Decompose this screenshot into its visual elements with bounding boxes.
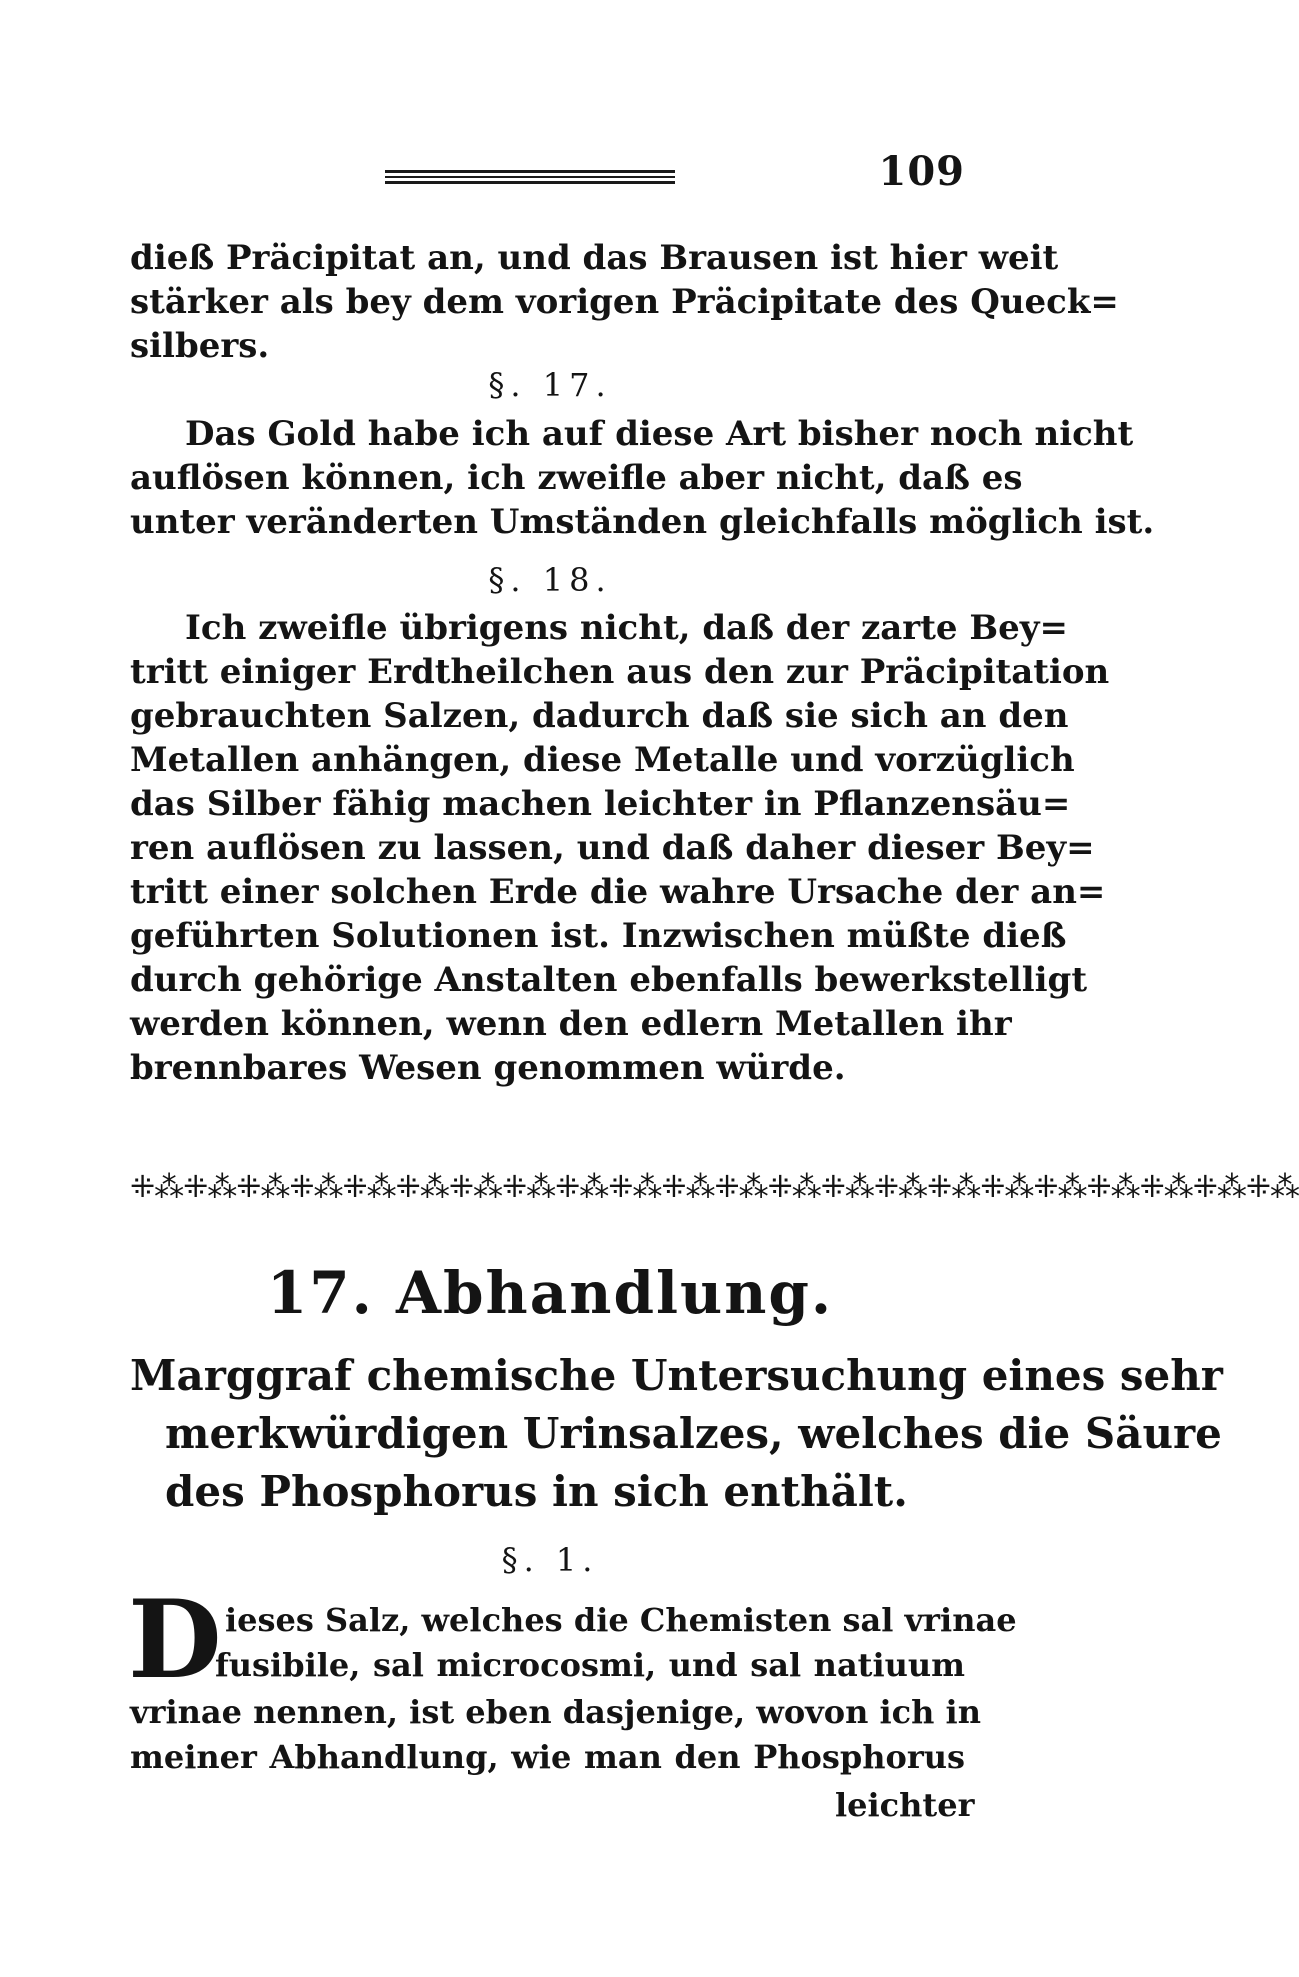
drop-cap-initial: D [128,1577,222,1703]
text-line: silbers. [130,326,270,366]
treatise-title-line: Marggraf chemische Untersuchung eines sehr [130,1351,1223,1400]
text-line: das Silber fähig machen leichter in Pflanzensäu= [130,784,1071,824]
text-line: tritt einer solchen Erde die wahre Ursache der an= [130,872,1106,912]
page-number: 109 [878,148,965,195]
treatise-title-line: merkwürdigen Urinsalzes, welches die Säure [165,1409,1222,1458]
text-line: fusibile, sal microcosmi, und sal natiuum [215,1646,965,1684]
text-line: stärker als bey dem vorigen Präcipitate des Queck= [130,282,1119,322]
ornamental-divider: ⁜⁂⁜⁂⁜⁂⁜⁂⁜⁂⁜⁂⁜⁂⁜⁂⁜⁂⁜⁂⁜⁂⁜⁂⁜⁂⁜⁂⁜⁂⁜⁂⁜⁂⁜⁂⁜⁂⁜⁂⁜⁂⁜⁂ [130,1170,1299,1205]
text-line: unter veränderten Umständen gleichfalls möglich ist. [130,502,1155,542]
text-line: Metallen anhängen, diese Metalle und vorzüglich [130,740,1075,780]
treatise-heading: 17. Abhandlung. [266,1259,834,1327]
text-line: dieß Präcipitat an, und das Brausen ist hier weit [130,238,1059,278]
treatise-title-line: des Phosphorus in sich enthält. [165,1467,908,1516]
text-line: werden können, wenn den edlern Metallen ihr [130,1004,1012,1044]
text-line: durch gehörige Anstalten ebenfalls bewerkstelligt [130,960,1088,1000]
text-line: vrinae nennen, ist eben dasjenige, wovon ich in [130,1693,981,1731]
text-line: Ich zweifle übrigens nicht, daß der zarte Bey= [185,608,1069,648]
text-line: Das Gold habe ich auf diese Art bisher noch nicht [185,414,1134,454]
section-heading-18: §. 18. [488,561,612,599]
text-line: brennbares Wesen genommen würde. [130,1048,846,1088]
text-line: gebrauchten Salzen, dadurch daß sie sich an den [130,696,1069,736]
text-line: ieses Salz, welches die Chemisten sal vrinae [225,1601,1017,1639]
text-line: tritt einiger Erdtheilchen aus den zur Präcipitation [130,652,1110,692]
catchword: leichter [835,1786,975,1824]
header-rule [385,168,675,184]
text-line: geführten Solutionen ist. Inzwischen müßte dieß [130,916,1067,956]
section-heading-1: §. 1. [501,1541,599,1579]
text-line: ren auflösen zu lassen, und daß daher dieser Bey= [130,828,1095,868]
text-line: auflösen können, ich zweifle aber nicht, daß es [130,458,1023,498]
text-line: meiner Abhandlung, wie man den Phosphorus [130,1738,965,1776]
section-heading-17: §. 17. [488,366,612,404]
